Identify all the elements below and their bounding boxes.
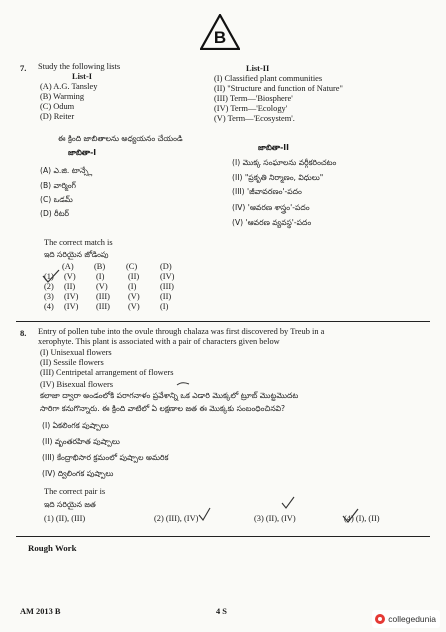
telugu-list2-item: (III) 'జీవావరణం'-పదం <box>232 187 302 196</box>
row-label: (1) <box>44 272 54 281</box>
set-letter: B <box>213 28 227 47</box>
header-cell: (A) <box>62 262 74 271</box>
row-cell: (I) <box>96 272 105 281</box>
list1-item: (B) Warming <box>40 92 85 101</box>
list2-item: (III) Term—'Biosphere' <box>214 94 293 103</box>
list2-item: (V) Term—'Ecosystem'. <box>214 114 295 123</box>
handwritten-check-mark <box>340 508 360 524</box>
list1-item: (C) Odum <box>40 102 75 111</box>
row-cell: (I) <box>160 302 169 311</box>
handwritten-mark <box>176 380 190 388</box>
q8-option-te: (II) వృంతరహిత పుష్పాలు <box>42 437 120 446</box>
row-cell: (III) <box>96 302 110 311</box>
q8-correct-pair-te: ఇది సరియైన జత <box>44 500 96 509</box>
row-cell: (V) <box>96 282 108 291</box>
rough-work-label: Rough Work <box>28 543 77 553</box>
q8-option-en: (I) Unisexual flowers <box>40 348 112 357</box>
row-cell: (V) <box>128 292 140 301</box>
q7-number: 7. <box>20 63 27 73</box>
row-cell: (II) <box>64 282 76 291</box>
q8-correct-pair-en: The correct pair is <box>44 487 106 496</box>
q7-correct-match-en: The correct match is <box>44 238 113 247</box>
row-cell: (IV) <box>64 292 79 301</box>
header-cell: (C) <box>126 262 138 271</box>
row-label: (3) <box>44 292 54 301</box>
collegedunia-watermark <box>372 610 440 628</box>
telugu-list1-item: (C) ఒడమ్ <box>40 195 73 204</box>
row-cell: (III) <box>96 292 110 301</box>
q8-answer-2: (2) (III), (IV) <box>154 514 199 523</box>
list2-item: (IV) Term—'Ecology' <box>214 104 288 113</box>
footer-code: AM 2013 B <box>20 607 61 616</box>
q8-number: 8. <box>20 328 27 338</box>
header-cell: (B) <box>94 262 106 271</box>
footer-page: 4 S <box>216 607 227 616</box>
q8-answer-3: (3) (II), (IV) <box>254 514 296 523</box>
telugu-list2-title: జాబితా-II <box>258 143 289 152</box>
list2-item: (II) "Structure and function of Nature" <box>214 84 343 93</box>
telugu-list1-title: జాబితా-I <box>68 148 97 157</box>
telugu-list2-item: (I) మొక్క సంఘాలను వర్గీకరించటం <box>232 158 337 167</box>
row-label: (2) <box>44 282 54 291</box>
section-divider <box>16 536 430 537</box>
q8-answer-4: (4) (I), (II) <box>344 514 380 523</box>
telugu-list2-item: (V) 'ఆవరణ వ్యవస్థ'-పదం <box>232 218 312 227</box>
row-cell: (III) <box>160 282 174 291</box>
telugu-list1-item: (D) రీటర్ <box>40 209 70 218</box>
handwritten-check-mark <box>196 506 212 522</box>
row-cell: (I) <box>128 282 137 291</box>
q8-telugu-line2: సారిగా కనుగొన్నారు. ఈ క్రింది వాటిలో ఏ లక్షణాల జత ఈ మొక్కకు సంబంధించినవి? <box>40 404 286 413</box>
row-cell: (II) <box>160 292 172 301</box>
telugu-list2-item: (IV) 'ఆవరణ శాస్త్రం'-పదం <box>232 203 310 212</box>
q7-correct-match-te: ఇది సరియైన జోడింపు <box>44 250 109 259</box>
list2-title: List-II <box>246 64 270 73</box>
q8-line2: xerophyte. This plant is associated with a pair of characters given below <box>38 337 280 346</box>
row-cell: (V) <box>64 272 76 281</box>
list1-item: (D) Reiter <box>40 112 75 121</box>
q8-telugu-line1: కలాజా ద్వారా అండంలోకి పరాగనాళం ప్రవేశాన్ని ఒక ఎడారి మొక్కలో ట్రూబ్ మొట్టమొదట <box>40 391 299 400</box>
q8-answer-1: (1) (II), (III) <box>44 514 86 523</box>
telugu-list1-item: (A) ఎ.జి. టాన్స్లే <box>40 166 93 175</box>
telugu-list1-item: (B) వార్మింగ్ <box>40 181 76 190</box>
q8-option-en: (III) Centripetal arrangement of flowers <box>40 368 174 377</box>
header-cell: (D) <box>160 262 172 271</box>
row-cell: (IV) <box>64 302 79 311</box>
collegedunia-logo-icon <box>375 614 385 624</box>
q7-telugu-intro: ఈ క్రింది జాబితాలను అధ్యయనం చేయండి <box>58 134 183 143</box>
list1-item: (A) A.G. Tansley <box>40 82 98 91</box>
q8-option-te: (IV) ద్విలింగక పుష్పాలు <box>42 469 114 478</box>
set-b-triangle-logo <box>200 14 240 50</box>
row-label: (4) <box>44 302 54 311</box>
q7-intro: Study the following lists <box>38 62 121 71</box>
row-cell: (IV) <box>160 272 175 281</box>
q8-option-te: (I) ఏకలింగక పుష్పాలు <box>42 421 109 430</box>
list2-item: (I) Classified plant communities <box>214 74 323 83</box>
q8-line1: Entry of pollen tube into the ovule through chalaza was first discovered by Treub in a <box>38 327 325 336</box>
handwritten-check-mark <box>280 496 296 510</box>
q8-option-te: (III) కేంద్రాభిసార క్రమంలో పుష్పాల అమరిక <box>42 453 169 462</box>
q8-option-en: (IV) Bisexual flowers <box>40 380 114 389</box>
row-cell: (II) <box>128 272 140 281</box>
q8-option-en: (II) Sessile flowers <box>40 358 104 367</box>
handwritten-check-mark <box>40 268 62 284</box>
watermark-text: collegedunia <box>388 614 436 624</box>
telugu-list2-item: (II) "ప్రకృతి నిర్మాణం, విధులు" <box>232 173 324 182</box>
row-cell: (V) <box>128 302 140 311</box>
question-divider <box>16 321 430 322</box>
list1-title: List-I <box>72 72 93 81</box>
